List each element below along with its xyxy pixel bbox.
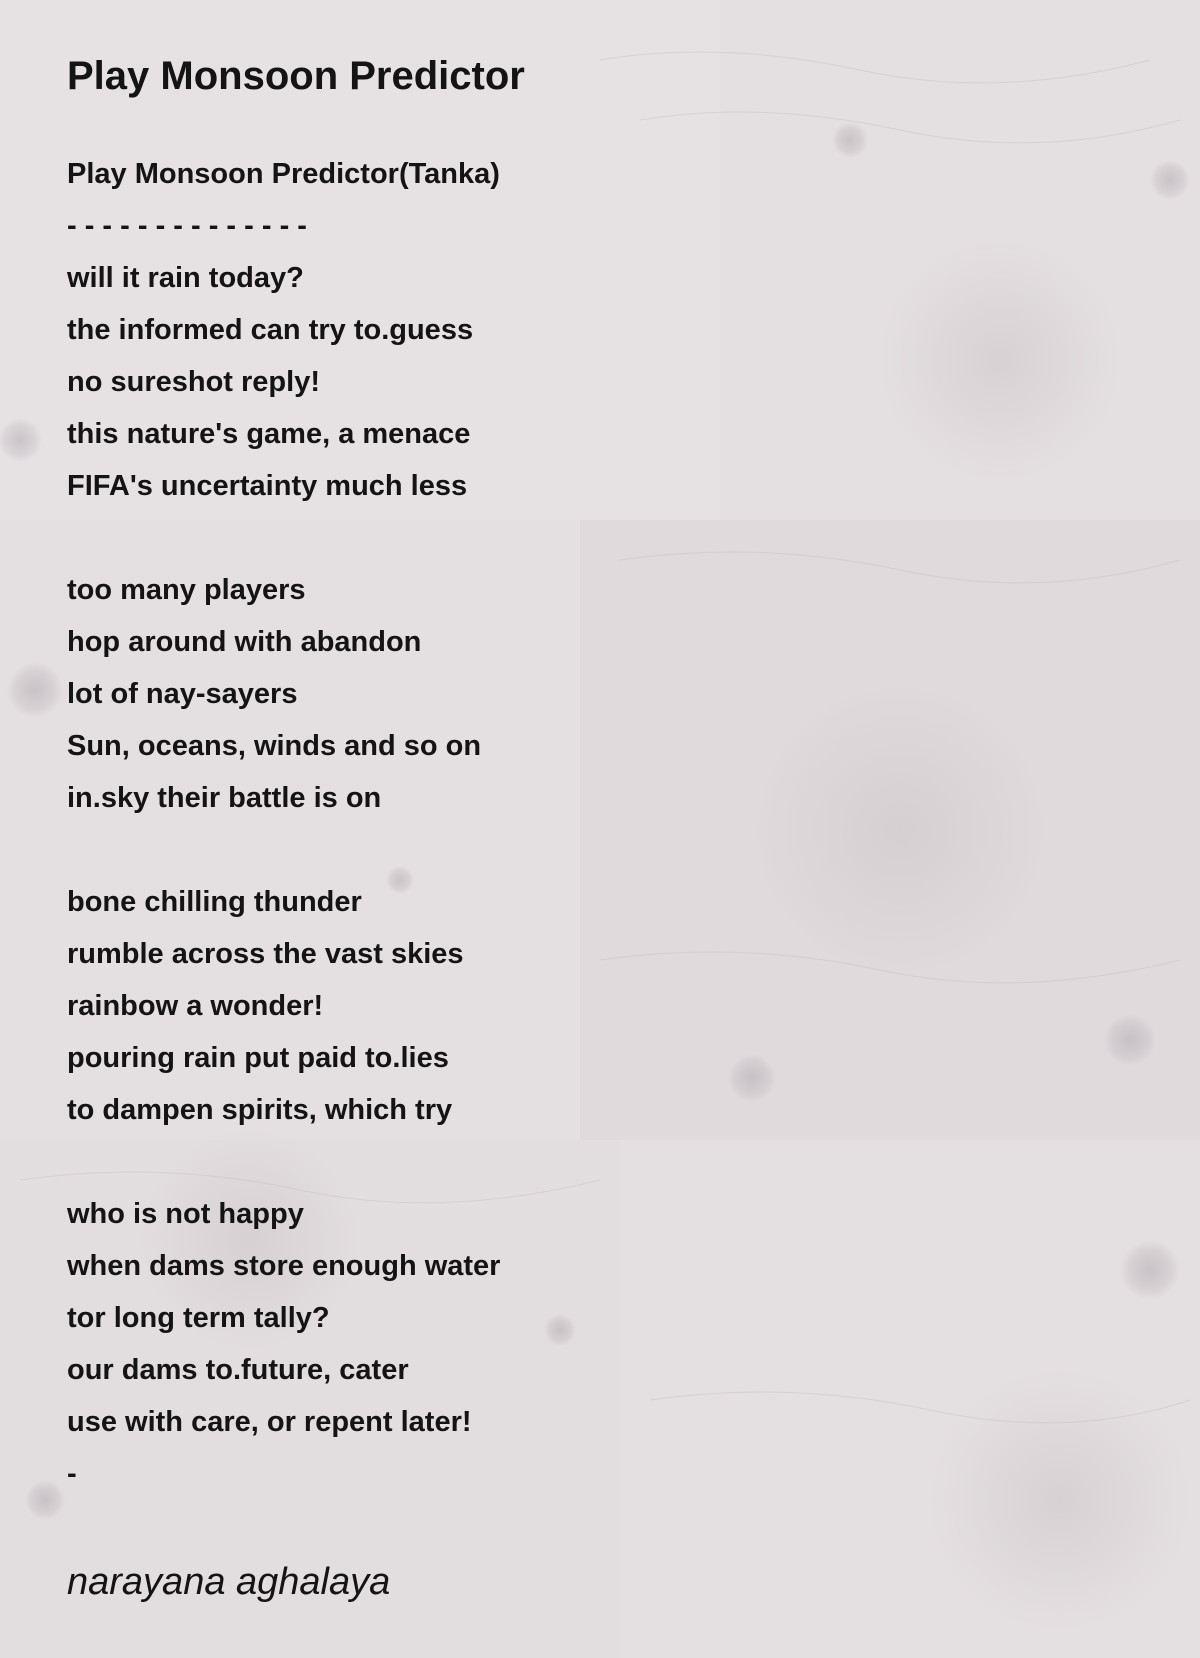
poem-line: use with care, or repent later! [67, 1406, 472, 1438]
poem-line: too many players [67, 574, 306, 606]
poem-line: rainbow a wonder! [67, 990, 324, 1022]
poem-line: hop around with abandon [67, 626, 422, 658]
poem-line: when dams store enough water [67, 1250, 501, 1282]
stanza-break [67, 824, 867, 876]
poem-author: narayana aghalaya [67, 1561, 391, 1603]
stanza-break [67, 1136, 867, 1188]
poem-line: lot of nay-sayers [67, 678, 298, 710]
poem-line: will it rain today? [67, 262, 304, 294]
stanza-break [67, 512, 867, 564]
poem-line: this nature's game, a menace [67, 418, 471, 450]
poem-line: to dampen spirits, which try [67, 1094, 453, 1126]
poem-title: Play Monsoon Predictor [67, 54, 525, 98]
poem-line: - [67, 1458, 77, 1490]
poem-body [67, 148, 867, 1500]
poem-line: pouring rain put paid to.lies [67, 1042, 449, 1074]
poem-line: rumble across the vast skies [67, 938, 464, 970]
poem-line: FIFA's uncertainty much less [67, 470, 468, 502]
poem-line: tor long term tally? [67, 1302, 330, 1334]
poem-line: bone chilling thunder [67, 886, 362, 918]
poem-line: Sun, oceans, winds and so on [67, 730, 482, 762]
poem-line: Play Monsoon Predictor(Tanka) [67, 158, 500, 190]
poem-line: the informed can try to.guess [67, 314, 474, 346]
poem-line: no sureshot reply! [67, 366, 320, 398]
poem-line: who is not happy [67, 1198, 304, 1230]
poem-line: in.sky their battle is on [67, 782, 382, 814]
poem-line: our dams to.future, cater [67, 1354, 409, 1386]
poem-line: - - - - - - - - - - - - - - [67, 210, 307, 242]
